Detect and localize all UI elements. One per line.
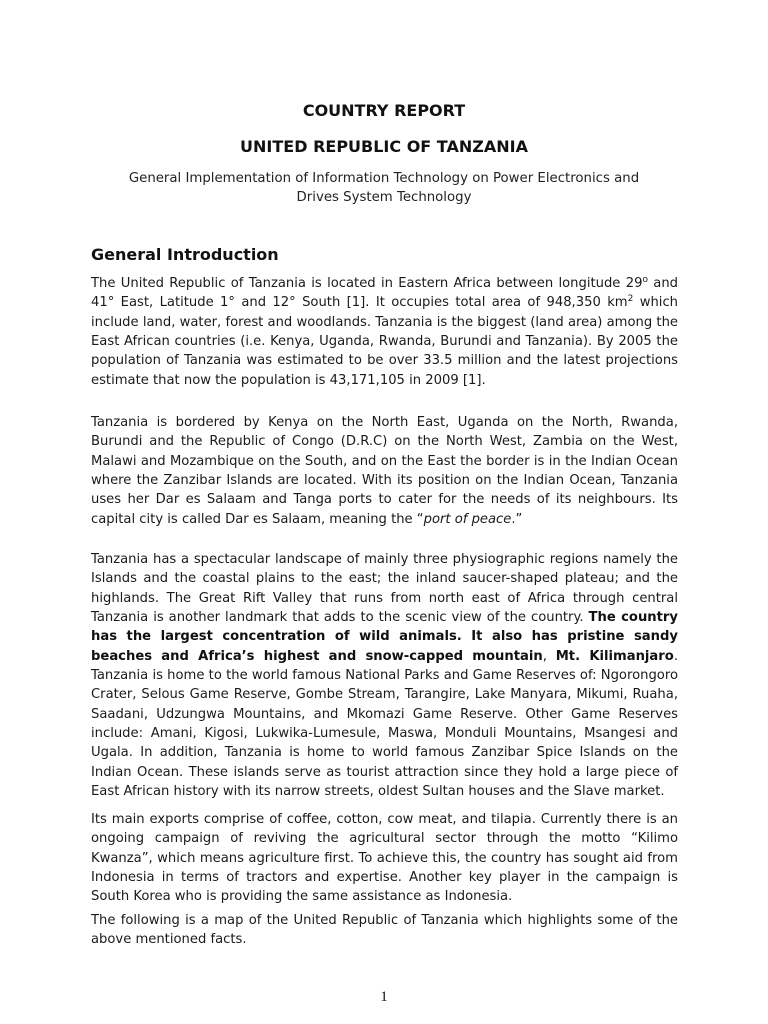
bold-phrase: The country has the largest concentration of wild animals [91,610,678,645]
section-heading: General Introduction [91,245,279,264]
paragraph-text: which include land, water, forest and woodlands. Tanzania is the biggest (land area) among the East African countries (i.e. Kenya, Uganda, Rwanda, Burundi and Tanzania). By 2005 the population of Tanzania was estimated to be over 33.5 million and the latest projections estimate that now the population is 43,171,105 in 2009 [1]. [91,295,678,388]
paragraph-text: . Tanzania is home to the world famous National Parks and Game Reserves of: Ngorongoro Crater, Selous Game Reserve, Gombe Stream, Tarangire, Lake Manyara, Mikumi, Ruaha, Saadani, Udzungwa Mountains, and Mkomazi Game Reserve. Other Game Reserves include: Amani, Kigosi, Lukwika-Lumesule, Maswa, Monduli Mountains, Msangesi and Ugala. In addition, Tanzania is home to world famous Zanzibar Spice Islands on the Indian Ocean. These islands serve as tourist attraction since they hold a large piece of East African history with its narrow streets, oldest Sultan houses and the Slave market. [91,648,678,800]
paragraph-borders [91,413,678,529]
paragraph-text: , [542,648,556,664]
paragraph-map-intro: The following is a map of the United Republic of Tanzania which highlights some of the above mentioned facts. [91,913,678,948]
paragraph-landscape [91,550,678,801]
report-title: COUNTRY REPORT [302,101,466,120]
paragraph-text: The United Republic of Tanzania is located in Eastern Africa between longitude 29 [91,276,643,291]
paragraph-location [91,274,678,390]
country-title: UNITED REPUBLIC OF TANZANIA [240,137,528,156]
italic-phrase: port of peace [423,511,512,527]
report-subtitle: General Implementation of Information Technology on Power Electronics and Drives System Technology [128,171,640,205]
paragraph-text: .” [511,511,523,527]
bold-phrase: It also has pristine sandy beaches and Africa’s highest and snow-capped mountain [91,629,678,664]
paragraph-text: Tanzania is bordered by Kenya on the North East, Uganda on the North, Rwanda, Burundi and the Republic of Congo (D.R.C) on the North West, Zambia on the West, Malawi and Mozambique on the South, and on the East the border is in the Indian Ocean where the Zanzibar Islands are located. With its position on the Indian Ocean, Tanzania uses her Dar es Salaam and Tanga ports to cater for the needs of its neighbours. Its capital city is called Dar es Salaam, meaning the “ [91,415,678,527]
bold-phrase: Mt. Kilimanjaro [555,648,674,664]
page-number: 1 [380,989,388,1005]
superscript-squared: 2 [627,294,634,305]
superscript-degree: o [642,275,648,285]
paragraph-exports: Its main exports comprise of coffee, cotton, cow meat, and tilapia. Currently there is an ongoing campaign of reviving the agricultural sector through the motto “Kilimo Kwanza”, which means agriculture first. To achieve this, the country has sought aid from Indonesia in terms of tractors and expertise. Another key player in the campaign is South Korea who is providing the same assistance as Indonesia. [91,812,678,905]
bold-punctuation: . [456,629,472,645]
paragraph-text: Tanzania has a spectacular landscape of mainly three physiographic regions namely the Islands and the coastal plains to the east; the inland saucer-shaped plateau; and the highlands. The Great Rift Valley that runs from north east of Africa through central Tanzania is another landmark that adds to the scenic view of the country. [91,552,678,626]
paragraph-text: and 41° East, Latitude 1° and 12° South [1]. It occupies total area of 948,350 km [91,276,678,311]
